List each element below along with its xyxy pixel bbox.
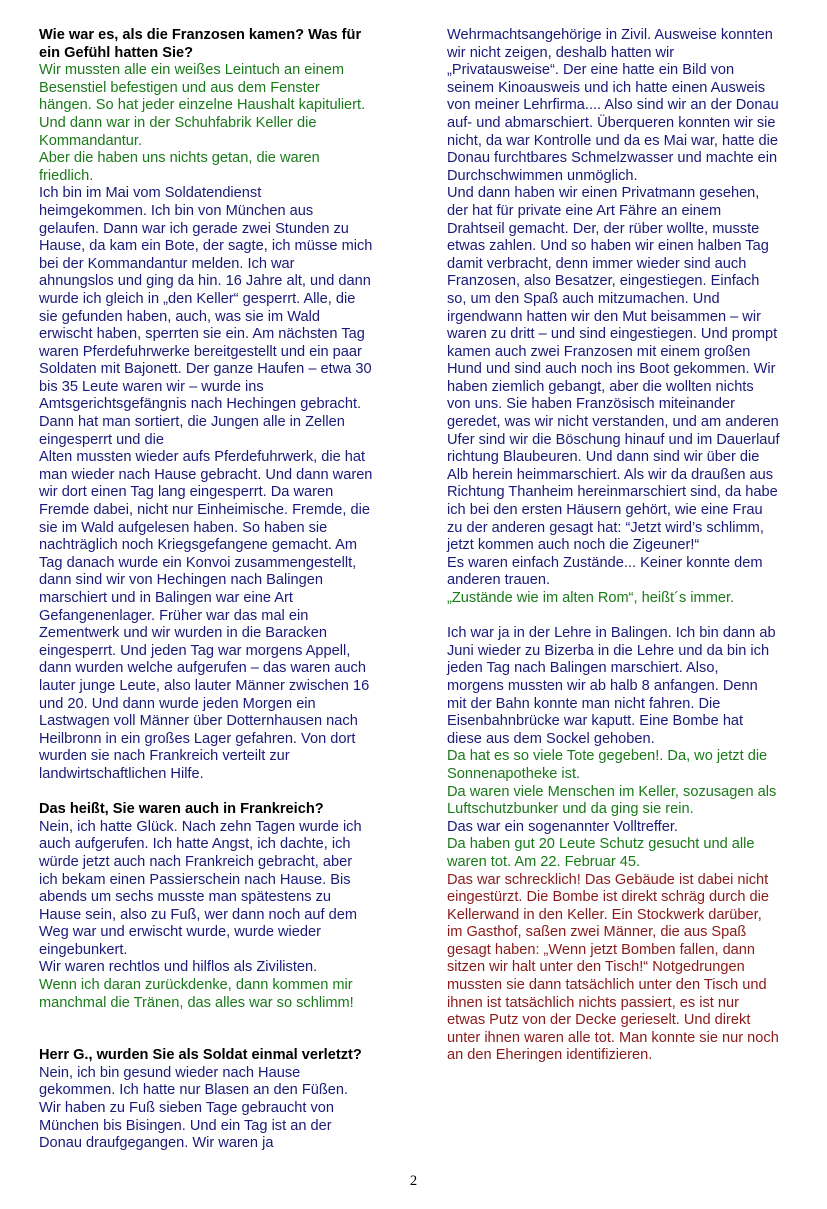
text-line: Weg war und erwischt wurde, wurde wieder (39, 924, 321, 941)
answer-terrible (447, 872, 807, 1066)
text-line: diese aus dem Sockel gehoben. (447, 730, 655, 747)
text-line: seinem Kinoausweis und ich hatte einen Ausweis (447, 79, 766, 96)
text-line: waren zu dritt – und sind eingestiegen. Und prompt (447, 326, 778, 343)
text-line: friedlich. (39, 167, 94, 184)
text-line: zu der anderen gesagt hat: “Jetzt wird’s schlimm, (447, 519, 764, 536)
text-line: geredet, was wir nicht verstanden, und am anderen (447, 414, 779, 431)
text-line: haben ziemlich gebangt, aber die wollten nichts (447, 378, 754, 395)
text-line: Sonnenapotheke ist. (447, 765, 581, 782)
text-line: „Privatausweise“. Der eine hatte ein Bild von (447, 62, 735, 79)
text-line: bis 35 Leute waren wir – wurde ins (39, 378, 264, 395)
answer-healthy (39, 1065, 409, 1153)
text-line: Kommandantur. (39, 132, 143, 149)
question-in-france (39, 801, 409, 819)
text-line: nachträglich noch Kriegsgefangene gemacht. Am (39, 537, 358, 554)
text-line: Tag danach wurde ein Konvoi zusammengestellt, (39, 554, 357, 571)
text-line: Ich bin im Mai vom Soldatendienst (39, 185, 262, 202)
text-line: man wieder nach Hause gebracht. Und dann waren (39, 466, 373, 483)
text-line: Luftschutzbunker und da ging sie rein. (447, 801, 694, 818)
text-line: Hund und sind auch noch ins Boot gekommen. Wir (447, 361, 776, 378)
text-line: etwas Putz von der Decke gerieselt. Und direkt (447, 1012, 751, 1029)
answer-white-sheet (39, 62, 409, 185)
text-line: manchmal die Tränen, das alles war so schlimm! (39, 994, 354, 1011)
text-line: würde jetzt auch nach Frankreich gebracht, aber (39, 853, 353, 870)
text-line: morgens mussten wir ab halb 8 anfangen. Denn (447, 677, 758, 694)
text-line: Soldaten mit Bajonett. Der ganze Haufen – etwa 30 (39, 361, 372, 378)
text-line: dann sind wir von Hechingen nach Balingen (39, 572, 323, 589)
text-line: unter ihnen waren alle tot. Man konnte sie nur noch (447, 1029, 779, 1046)
left-column (39, 27, 409, 1153)
text-line: ich bekam einen Passierschein nach Hause. Bis (39, 871, 351, 888)
text-line: ahnungslos und ging da hin. 16 Jahre alt, und dann (39, 273, 371, 290)
question-french-arrival (39, 27, 409, 62)
text-line: Und dann haben wir einen Privatmann gesehen, (447, 185, 760, 202)
text-line: und 20. Und dann wurde jeden Morgen ein (39, 695, 316, 712)
text-line: Amtsgerichtsgefängnis nach Hechingen gebracht. (39, 396, 362, 413)
text-line: gekommen. Ich hatte nur Blasen an den Füßen. (39, 1082, 349, 1099)
comment-rome (447, 590, 807, 608)
text-line: wir nicht zeigen, deshalb hatten wir (447, 44, 675, 61)
text-line: Herr G., wurden Sie als Soldat einmal verletzt? (39, 1047, 362, 1064)
text-line: gelaufen. Dann war ich gerade zwei Stunden zu (39, 220, 349, 237)
text-line: landwirtschaftlichen Hilfe. (39, 765, 204, 782)
text-line: wurde ich gleich in „den Keller“ gesperrt. Alle, die (39, 290, 356, 307)
text-line: waren Pferdefuhrwerke bereitgestellt und ein paar (39, 343, 362, 360)
text-line: Lastwagen voll Männer über Dotternhausen nach (39, 713, 358, 730)
text-line: jetzt kommen auch noch die Zigeuner!“ (447, 537, 700, 554)
text-line: Durchschwimmen unmöglich. (447, 167, 638, 184)
text-line: lauter junge Leute, also lauter Männer zwischen 16 (39, 677, 370, 694)
text-line: ich bei den ersten Häusern gehört, wie eine Frau (447, 502, 763, 519)
text-line: im Gasthof, saßen zwei Männer, die aus Spaß (447, 924, 747, 941)
comment-dead (447, 748, 807, 818)
text-line: Wehrmachtsangehörige in Zivil. Ausweise konnten (447, 27, 773, 43)
text-line: richtung Blaubeuren. Und dann sind wir über die (447, 449, 760, 466)
text-line: Donau draufgegangen. Wir waren ja (39, 1135, 274, 1152)
text-line: Das war ein sogenannter Volltreffer. (447, 818, 678, 835)
text-line: Fremde dabei, nicht nur Einheimische. Fremde, die (39, 502, 370, 519)
text-line: Da hat es so viele Tote gegeben!. Da, wo jetzt die (447, 748, 768, 765)
text-line: hängen. So hat jeder einzelne Haushalt kapituliert. (39, 97, 366, 114)
text-line: Gefangenenlager. Früher war das mal ein (39, 607, 309, 624)
text-line: Kellerwand in den Keller. Ein Stockwerk darüber, (447, 906, 762, 923)
text-line: auch aufgerufen. Ich hatte Angst, ich dachte, ich (39, 836, 351, 853)
text-line: etwas zahlen. Und so haben wir einen halben Tag (447, 238, 769, 255)
text-line: waren tot. Am 22. Februar 45. (447, 853, 641, 870)
text-line: Wie war es, als die Franzosen kamen? Was für (39, 27, 362, 43)
answer-tears (39, 977, 409, 1012)
text-line: Franzosen, also Besatzer, eingestiegen. Einfach (447, 273, 760, 290)
text-line: erwischt haben, sperrten sie ein. Am nächsten Tag (39, 326, 365, 343)
text-line: marschiert und in Balingen war eine Art (39, 590, 293, 606)
text-line: eingesperrt. Und jeden Tag war morgens Appell, (39, 642, 351, 659)
text-line: damit verbracht, denn immer wieder sind auch (447, 255, 747, 272)
text-line: jeden Tag nach Balingen marschiert. Also, (447, 660, 719, 677)
text-line: eingestürzt. Die Bombe ist direkt schräg durch die (447, 889, 770, 906)
text-line: Zementwerk und wir wurden in die Baracken (39, 625, 327, 642)
text-line: dann wurden welche aufgerufen – das waren auch (39, 660, 366, 677)
text-line: von uns. Sie haben Französisch miteinander (447, 396, 735, 413)
text-line: Ufer sind wir die Böschung hinauf und im Dauerlauf (447, 431, 780, 448)
text-line: Wir waren rechtlos und hilflos als Zivilisten. (39, 959, 318, 976)
text-line: Aber die haben uns nichts getan, die waren (39, 150, 320, 167)
text-line: Es waren einfach Zustände... Keiner konnte dem (447, 554, 763, 571)
text-line: gesagt haben: „Wenn jetzt Bomben fallen, dann (447, 941, 756, 958)
text-line: Wir mussten alle ein weißes Leintuch an einem (39, 62, 344, 79)
text-line: so, um den Spaß auch mitzumachen. Und (447, 290, 720, 307)
text-line: Hause sein, also zu Fuß, wer dann noch auf dem (39, 906, 357, 923)
answer-apprenticeship (447, 625, 807, 748)
text-line: nicht, da war Kontrolle und da es Mai war, hatte die (447, 132, 778, 149)
text-line: anderen trauen. (447, 572, 551, 589)
text-line: Alb herein heimmarschiert. Als wir da draußen aus (447, 466, 774, 483)
text-line: Richtung Thanheim hereinmarschiert sind, da habe (447, 484, 778, 501)
text-line: Da waren viele Menschen im Keller, sozusagen als (447, 783, 777, 800)
text-line: abends um sechs musste man spätestens zu (39, 889, 332, 906)
answer-lucky (39, 819, 409, 977)
text-line: Und dann war in der Schuhfabrik Keller die (39, 114, 317, 131)
text-line: Hause, da kam ein Bote, der sagte, ich müsse mich (39, 238, 373, 255)
text-line: Heilbronn in ein großes Lager gefahren. Von dort (39, 730, 356, 747)
text-line: an den Eheringen identifizieren. (447, 1047, 653, 1064)
text-line: sie gefunden haben, auch, was sie im Wald (39, 308, 320, 325)
text-line: sie im Wald aufgelesen haben. So haben sie (39, 519, 328, 536)
text-line: Alten mussten wieder aufs Pferdefuhrwerk, die hat (39, 449, 366, 466)
text-line: eingesperrt und die (39, 431, 164, 448)
text-line: „Zustände wie im alten Rom“, heißt´s immer. (447, 590, 735, 606)
text-line: wurden sie nach Frankreich verteilt zur (39, 748, 290, 765)
comment-shelter (447, 836, 807, 871)
text-line: irgendwann hatten wir den Mut beisammen – wir (447, 308, 761, 325)
text-line: Nein, ich hatte Glück. Nach zehn Tagen wurde ich (39, 818, 362, 835)
right-column (447, 27, 807, 1065)
text-line: Donau furchtbares Schmelzwasser und machte ein (447, 150, 778, 167)
answer-direct-hit (447, 819, 807, 837)
text-line: Das heißt, Sie waren auch in Frankreich? (39, 801, 324, 818)
text-line: eingebunkert. (39, 941, 128, 958)
text-line: ihnen ist tatsächlich nichts passiert, es ist nur (447, 994, 740, 1011)
text-line: Juni wieder zu Bizerba in die Lehre und da bin ich (447, 642, 770, 659)
text-line: Nein, ich bin gesund wieder nach Hause (39, 1064, 301, 1081)
text-line: Eisenbahnbrücke war kaputt. Eine Bombe hat (447, 713, 744, 730)
text-line: Besenstiel befestigen und aus dem Fenster (39, 79, 320, 96)
answer-soldier-return (39, 185, 409, 783)
text-line: heimgekommen. Ich bin von München aus (39, 202, 314, 219)
text-line: Ich war ja in der Lehre in Balingen. Ich bin dann ab (447, 625, 776, 642)
text-line: München bis Bisingen. Und ein Tag ist an der (39, 1117, 332, 1134)
text-line: auf- und abmarschiert. Überqueren konnten wir sie (447, 114, 776, 131)
question-injured (39, 1047, 409, 1065)
text-line: bei der Kommandantur melden. Ich war (39, 255, 295, 272)
text-line: sitzen wir halt unter den Tisch!“ Notgedrungen (447, 959, 745, 976)
text-line: Wir haben zu Fuß sieben Tage gebraucht von (39, 1100, 335, 1117)
text-line: Das war schrecklich! Das Gebäude ist dabei nicht (447, 871, 769, 888)
text-line: Drahtseil gemacht. Der, der rüber wollte, musste (447, 220, 760, 237)
text-line: der hat für private eine Art Fähre an einem (447, 202, 722, 219)
text-line: mit der Bahn konnte man nicht fahren. Die (447, 695, 721, 712)
text-line: mussten sie dann tatsächlich unter den Tisch und (447, 977, 767, 994)
text-line: kamen auch zwei Franzosen mit einem großen (447, 343, 751, 360)
answer-danube (447, 27, 807, 590)
text-line: Dann hat man sortiert, die Jungen alle in Zellen (39, 414, 345, 431)
text-line: Da haben gut 20 Leute Schutz gesucht und alle (447, 836, 755, 853)
text-line: Wenn ich daran zurückdenke, dann kommen mir (39, 977, 353, 994)
text-line: ein Gefühl hatten Sie? (39, 44, 194, 61)
text-line: von meiner Lehrfirma.... Also sind wir an der Donau (447, 97, 779, 114)
text-line: wir dort einen Tag lang eingesperrt. Da waren (39, 484, 334, 501)
page-number: 2 (409, 1173, 418, 1189)
